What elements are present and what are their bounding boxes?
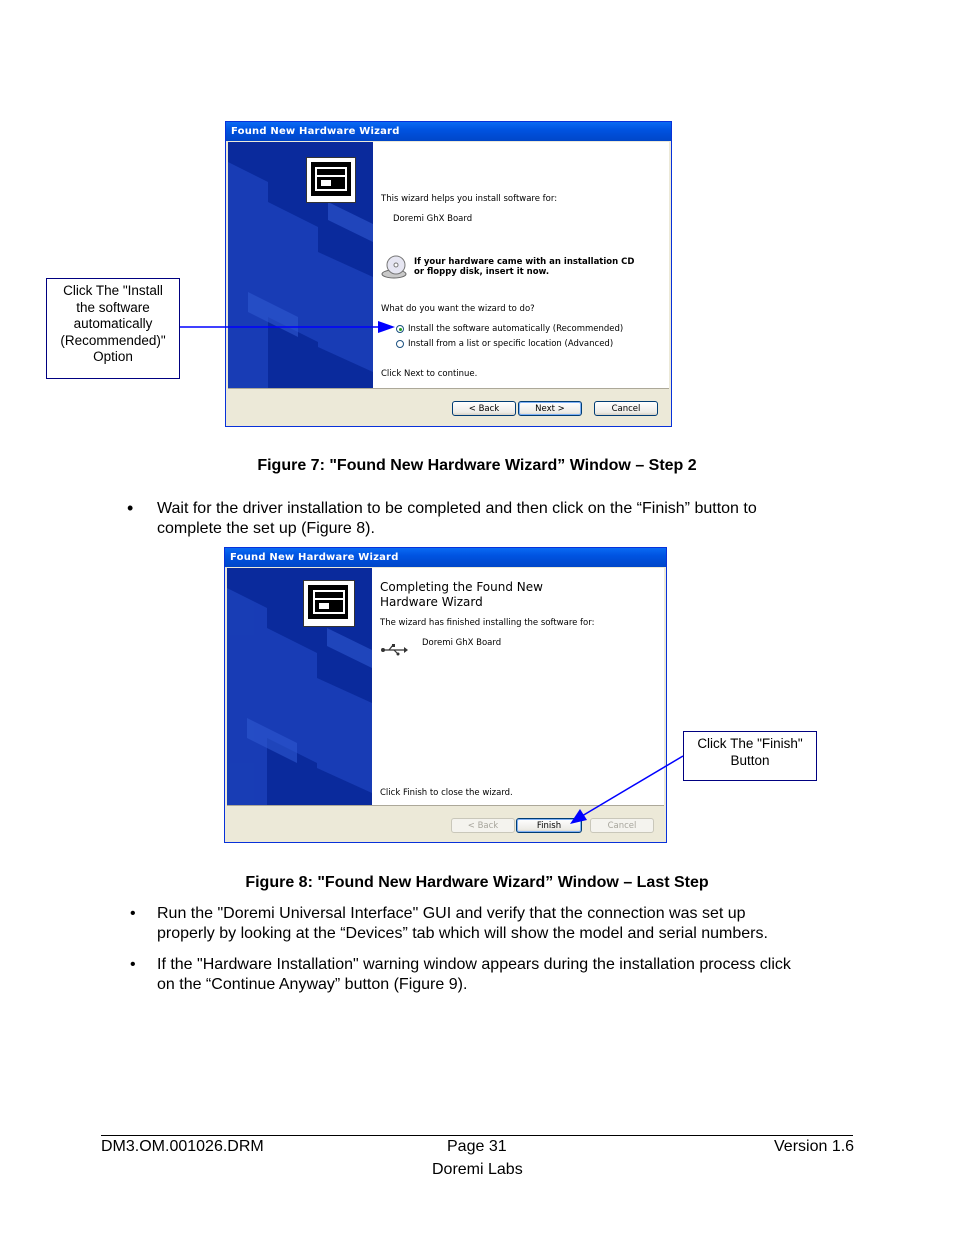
radio-install-auto-label[interactable]: Install the software automatically (Recommended) [408,324,624,334]
cancel-button[interactable]: Cancel [590,818,654,833]
cd-instruction-line1: If your hardware came with an installation CD [414,257,635,267]
bullet-marker: • [130,905,136,922]
hardware-icon [306,157,356,203]
continue-hint: Click Next to continue. [381,369,478,379]
wizard-side-banner [228,142,373,388]
finish-button[interactable]: Finish [516,818,582,833]
bullet-marker: • [130,956,136,973]
figure8-caption: Figure 8: "Found New Hardware Wizard” Window – Last Step [245,874,709,891]
footer-page-number: Page 31 [447,1138,507,1155]
hardware-icon [303,580,355,627]
footer-version: Version 1.6 [774,1138,855,1155]
bullet-run-gui: Run the "Doremi Universal Interface" GUI and verify that the connection was set up properly by looking at the “Devices” tab which will show the model and serial numbers. [157,905,768,942]
bullet-warning-window: If the "Hardware Installation" warning window appears during the installation process click on the “Continue Anyway” button (Figure 9). [157,956,791,993]
usb-icon [380,643,408,657]
callout-finish: Click The "Finish" Button [683,731,817,781]
completion-heading-line1: Completing the Found New [380,580,543,594]
radio-install-manual-label[interactable]: Install from a list or specific location (Advanced) [408,339,614,349]
button-row [227,805,664,841]
finish-instruction: Wait for the driver installation to be completed and then click on the “Finish” button to complete the set up (Figure 8). [157,500,757,537]
callout-install-auto: Click The "Install the software automatically (Recommended)" Option [46,278,180,379]
radio-install-auto[interactable] [396,325,404,333]
wizard-content [372,568,664,805]
footer-doc-id: DM3.OM.001026.DRM [101,1138,264,1155]
window-title: Found New Hardware Wizard [225,548,666,567]
cancel-button[interactable]: Cancel [594,401,658,416]
question-text: What do you want the wizard to do? [381,304,535,314]
next-button[interactable]: Next > [518,401,582,416]
intro-text: This wizard helps you install software for: [381,194,558,204]
finished-text: The wizard has finished installing the software for: [380,618,595,628]
cd-icon [380,254,408,280]
wizard-side-banner [227,568,372,805]
window-title: Found New Hardware Wizard [226,122,671,141]
figure8-wizard-window [224,547,667,843]
bullet-marker: • [127,498,134,518]
completion-heading-line2: Hardware Wizard [380,595,483,609]
radio-install-manual[interactable] [396,340,404,348]
footer-company: Doremi Labs [432,1161,523,1178]
back-button[interactable]: < Back [452,401,516,416]
cd-instruction-line2: or floppy disk, insert it now. [414,267,550,277]
device-name: Doremi GhX Board [422,638,502,648]
figure7-caption: Figure 7: "Found New Hardware Wizard” Window – Step 2 [257,457,697,474]
footer-rule [101,1135,853,1136]
back-button[interactable]: < Back [451,818,515,833]
button-row [228,388,669,425]
wizard-content [373,142,669,388]
device-name: Doremi GhX Board [393,214,473,224]
close-hint: Click Finish to close the wizard. [380,788,513,798]
figure7-wizard-window [225,121,672,427]
